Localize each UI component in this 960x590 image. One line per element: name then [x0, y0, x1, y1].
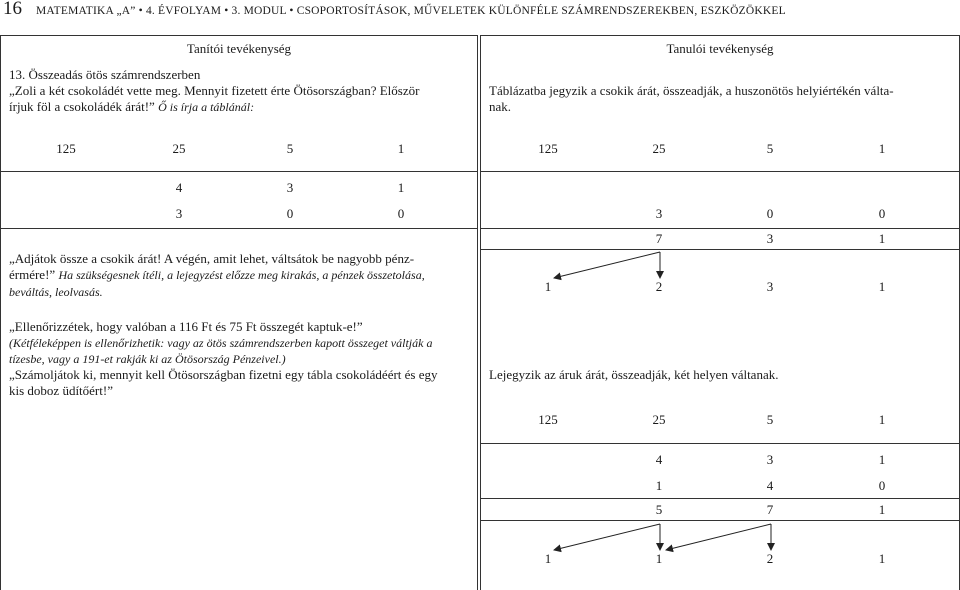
left-table-header-1: 1	[397, 141, 405, 156]
right-table2-result: 2	[766, 551, 774, 566]
right-table2-header-25: 25	[652, 412, 666, 427]
left-paragraph-1-note: Ő is írja a táblánál:	[158, 100, 255, 114]
left-paragraph-1-quote: írjuk föl a csokoládék árát!”	[9, 99, 159, 114]
left-paragraph-3-line-2: (Kétféleképpen is ellenőrizhetik: vagy az ötös számrendszerben kapott összeget váltják a	[9, 336, 433, 350]
right-table1-header-5: 5	[766, 141, 774, 156]
right-table1-result: 2	[655, 279, 663, 294]
right-table2-cell: 4	[655, 452, 663, 467]
carry-arrow-left-2	[666, 524, 771, 550]
left-table-header-5: 5	[286, 141, 294, 156]
left-paragraph-1-line-1: „Zoli a két csokoládét vette meg. Mennyit fizetett érte Ötösországban? Először	[9, 83, 420, 98]
carry-arrow-left-1	[554, 524, 660, 550]
right-table2-header-5: 5	[766, 412, 774, 427]
right-table1-header-125: 125	[538, 141, 558, 156]
right-table1-cell: 3	[766, 231, 774, 246]
right-table2-divider	[480, 443, 960, 444]
right-table2-cell: 1	[878, 502, 886, 517]
right-table2-cell: 1	[655, 478, 663, 493]
left-table-cell: 3	[175, 206, 183, 221]
left-table-cell: 1	[397, 180, 405, 195]
right-table2-cell: 5	[655, 502, 663, 517]
right-table1-line-1	[480, 228, 960, 229]
right-table2-cell: 0	[878, 478, 886, 493]
left-paragraph-4-line-2: kis doboz üdítőért!”	[9, 383, 113, 398]
left-paragraph-2-line-3: beváltás, leolvasás.	[9, 285, 103, 299]
right-table1-header-1: 1	[878, 141, 886, 156]
right-table2-cell: 4	[766, 478, 774, 493]
right-table1-cell: 3	[655, 206, 663, 221]
left-table-sum-line	[0, 228, 478, 229]
carry-arrow-left	[554, 252, 660, 278]
right-table1-result: 1	[544, 279, 552, 294]
right-table1-divider	[480, 171, 960, 172]
right-table1-cell: 1	[878, 231, 886, 246]
right-table2-result: 1	[655, 551, 663, 566]
right-table2-result: 1	[878, 551, 886, 566]
left-table-divider	[0, 171, 478, 172]
left-paragraph-2-note: Ha szükségesnek ítéli, a lejegyzést előzze meg kirakás, a pénzek összetolása,	[58, 268, 425, 282]
left-table-cell: 0	[286, 206, 294, 221]
left-paragraph-4-line-1: „Számoljátok ki, mennyit kell Ötösországban fizetni egy tábla csokoládéért és egy	[9, 367, 438, 382]
right-table2-cell: 1	[878, 452, 886, 467]
left-paragraph-2-quote: érmére!”	[9, 267, 59, 282]
right-table2-header-1: 1	[878, 412, 886, 427]
page-header	[0, 0, 960, 22]
right-table1-header-25: 25	[652, 141, 666, 156]
left-paragraph-3-line-1: „Ellenőrizzétek, hogy valóban a 116 Ft és 75 Ft összegét kaptuk-e!”	[9, 319, 363, 334]
right-table1-cell: 0	[878, 206, 886, 221]
right-table1-cell: 0	[766, 206, 774, 221]
right-table1-cell: 7	[655, 231, 663, 246]
left-table-header-125: 125	[56, 141, 76, 156]
left-table-header-25: 25	[172, 141, 186, 156]
right-table2-cell: 3	[766, 452, 774, 467]
right-paragraph-1-line-2: nak.	[489, 99, 512, 114]
left-table-cell: 3	[286, 180, 294, 195]
right-column-title: Tanulói tevékenység	[666, 41, 774, 56]
right-table2-carry-arrows	[480, 512, 960, 562]
left-paragraph-2-line-2	[9, 267, 425, 283]
task-title: 13. Összeadás ötös számrendszerben	[9, 67, 201, 82]
left-table-cell: 0	[397, 206, 405, 221]
right-paragraph-1-line-1: Táblázatba jegyzik a csokik árát, összeadják, a huszonötös helyiértékén válta-	[489, 83, 894, 98]
left-column-frame	[0, 35, 478, 590]
right-table2-result: 1	[544, 551, 552, 566]
right-table1-carry-arrows	[480, 240, 960, 290]
left-table-cell: 4	[175, 180, 183, 195]
right-table2-cell: 7	[766, 502, 774, 517]
right-table2-line-1	[480, 498, 960, 499]
right-table1-result: 1	[878, 279, 886, 294]
page-number: 16	[3, 0, 22, 19]
right-table1-result: 3	[766, 279, 774, 294]
right-paragraph-2: Lejegyzik az áruk árát, összeadják, két helyen váltanak.	[489, 367, 779, 382]
left-paragraph-1-line-2	[9, 99, 254, 115]
left-paragraph-3-line-3: tízesbe, vagy a 191-et rakják ki az Ötösország Pénzeivel.)	[9, 352, 286, 366]
left-paragraph-2-line-1: „Adjátok össze a csokik árát! A végén, amit lehet, váltsátok be nagyobb pénz-	[9, 251, 415, 266]
left-column-title: Tanítói tevékenység	[186, 41, 292, 56]
right-table2-header-125: 125	[538, 412, 558, 427]
running-title: MATEMATIKA „A” • 4. ÉVFOLYAM • 3. MODUL • CSOPORTOSÍTÁSOK, MŰVELETEK KÜLÖNFÉLE SZÁMRENDSZEREKBEN, ESZKÖZÖKKEL	[36, 5, 786, 17]
